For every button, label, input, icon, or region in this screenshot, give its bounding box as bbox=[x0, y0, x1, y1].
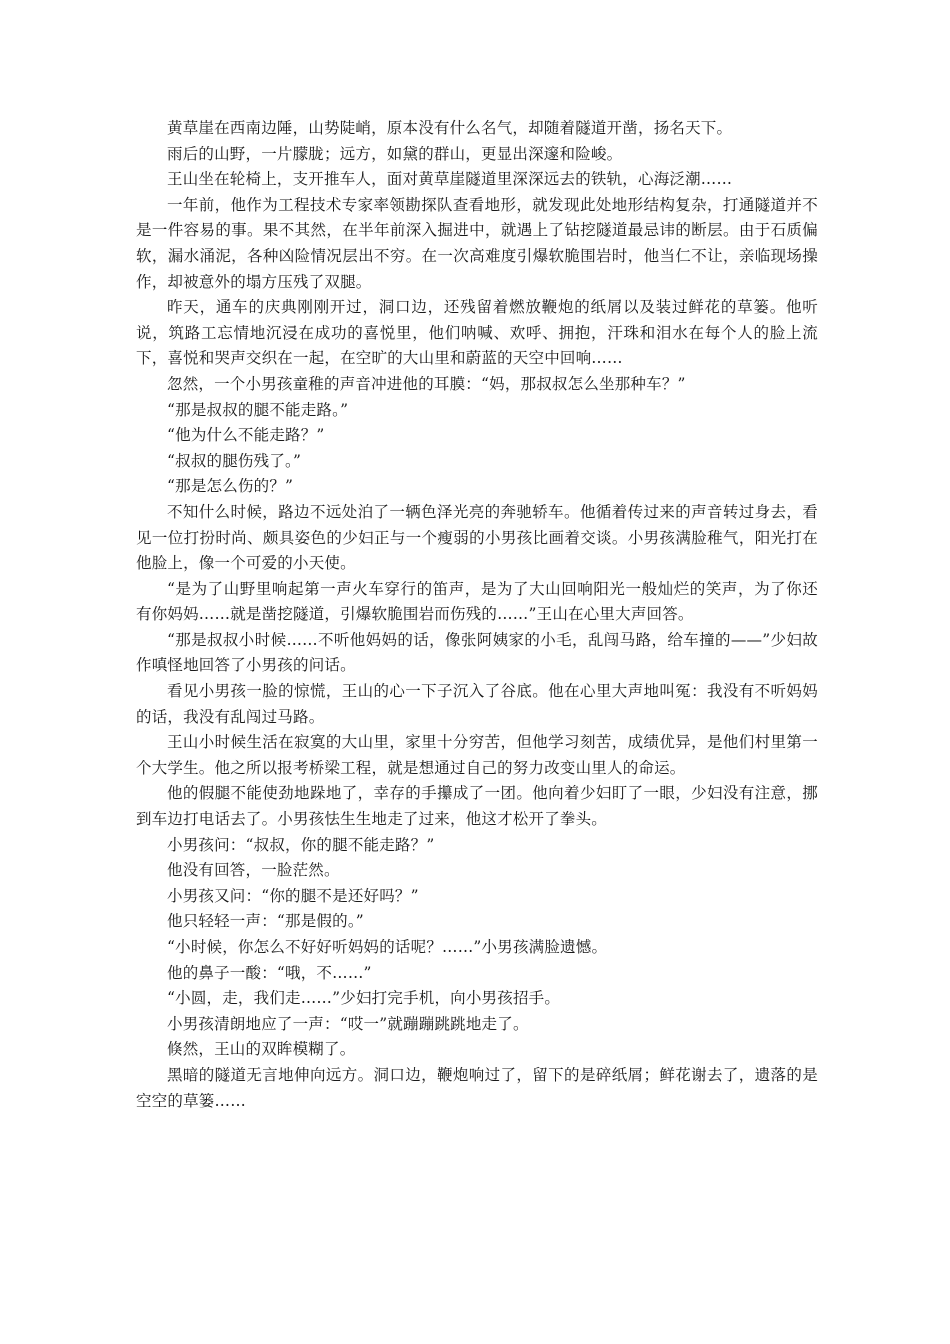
paragraph-5: 昨天，通车的庆典刚刚开过，洞口边，还残留着燃放鞭炮的纸屑以及装过鲜花的草篓。他听说，筑路工忘情地沉浸在成功的喜悦里，他们呐喊、欢呼、拥抱，汗珠和泪水在每个人的脸上流下，喜悦和哭声交织在一起，在空旷的大山里和蔚蓝的天空中回响…… bbox=[136, 298, 818, 368]
paragraph-21: “小时候，你怎么不好好听妈妈的话呢？……”小男孩满脸遗憾。 bbox=[167, 938, 608, 956]
paragraph-3: 王山坐在轮椅上，支开推车人，面对黄草崖隧道里深深远去的铁轨，心海泛潮…… bbox=[167, 170, 733, 189]
paragraph-11: 不知什么时候，路边不远处泊了一辆色泽光亮的奔驰轿车。他循着传过来的声音转过身去，看见一位打扮时尚、颇具姿色的少妇正与一个瘦弱的小男孩比画着交谈。小男孩满脸稚气，阳光打在他脸上，像一个可爱的小天使。 bbox=[136, 502, 818, 573]
paragraph-24: 小男孩清朗地应了一声：“哎一”就蹦蹦跳跳地走了。 bbox=[167, 1014, 529, 1033]
paragraph-20: 他只轻轻一声：“那是假的。” bbox=[167, 912, 364, 931]
paragraph-7: “那是叔叔的腿不能走路。” bbox=[167, 400, 349, 419]
paragraph-9: “叔叔的腿伤残了。” bbox=[167, 451, 302, 470]
paragraph-16: 他的假腿不能使劲地跺地了，幸存的手攥成了一团。他向着少妇盯了一眼，少妇没有注意，挪到车边打电话去了。小男孩怯生生地走了过来，他这才松开了拳头。 bbox=[136, 784, 818, 829]
paragraph-1: 黄草崖在西南边陲，山势陡峭，原本没有什么名气，却随着隧道开凿，扬名天下。 bbox=[167, 119, 733, 137]
paragraph-22: 他的鼻子一酸：“哦，不……” bbox=[167, 963, 372, 982]
story-text bbox=[136, 116, 818, 1114]
paragraph-6: 忽然，一个小男孩童稚的声音冲进他的耳膜：“妈，那叔叔怎么坐那种车？” bbox=[167, 374, 686, 393]
paragraph-8: “他为什么不能走路？” bbox=[167, 426, 325, 445]
paragraph-26: 黑暗的隧道无言地伸向远方。洞口边，鞭炮响过了，留下的是碎纸屑；鲜花谢去了，遗落的是空空的草篓…… bbox=[136, 1065, 818, 1110]
paragraph-2: 雨后的山野，一片朦胧；远方，如黛的群山，更显出深邃和险峻。 bbox=[167, 144, 623, 163]
paragraph-10: “那是怎么伤的？” bbox=[167, 477, 294, 496]
paragraph-25: 倏然，王山的双眸模糊了。 bbox=[167, 1040, 356, 1059]
paragraph-23: “小圆，走，我们走……”少妇打完手机，向小男孩招手。 bbox=[167, 989, 561, 1008]
paragraph-19: 小男孩又问：“你的腿不是还好吗？” bbox=[167, 886, 419, 905]
paragraph-18: 他没有回答，一脸茫然。 bbox=[167, 861, 340, 880]
paragraph-14: 看见小男孩一脸的惊慌，王山的心一下子沉入了谷底。他在心里大声地叫冤：我没有不听妈妈的话，我没有乱闯过马路。 bbox=[136, 682, 818, 726]
paragraph-15: 王山小时候生活在寂寞的大山里，家里十分穷苦，但他学习刻苦，成绩优异，是他们村里第一个大学生。他之所以报考桥梁工程，就是想通过自己的努力改变山里人的命运。 bbox=[136, 733, 818, 777]
paragraph-13: “那是叔叔小时候……不听他妈妈的话，像张阿姨家的小毛，乱闯马路，给车撞的——”少妇故作嗔怪地回答了小男孩的问话。 bbox=[136, 630, 818, 675]
paragraph-17: 小男孩问：“叔叔，你的腿不能走路？” bbox=[167, 835, 435, 854]
paragraph-12: “是为了山野里响起第一声火车穿行的笛声，是为了大山回响阳光一般灿烂的笑声，为了你还有你妈妈……就是凿挖隧道，引爆软脆围岩而伤残的……”王山在心里大声回答。 bbox=[136, 579, 818, 624]
paragraph-4: 一年前，他作为工程技术专家率领勘探队查看地形，就发现此处地形结构复杂，打通隧道并不是一件容易的事。果不其然，在半年前深入掘进中，就遇上了钻挖隧道最忌讳的断层。由于石质偏软，漏水涌泥，各种凶险情况层出不穷。在一次高难度引爆软脆围岩时，他当仁不让，亲临现场操作，却被意外的塌方压残了双腿。 bbox=[136, 195, 818, 291]
